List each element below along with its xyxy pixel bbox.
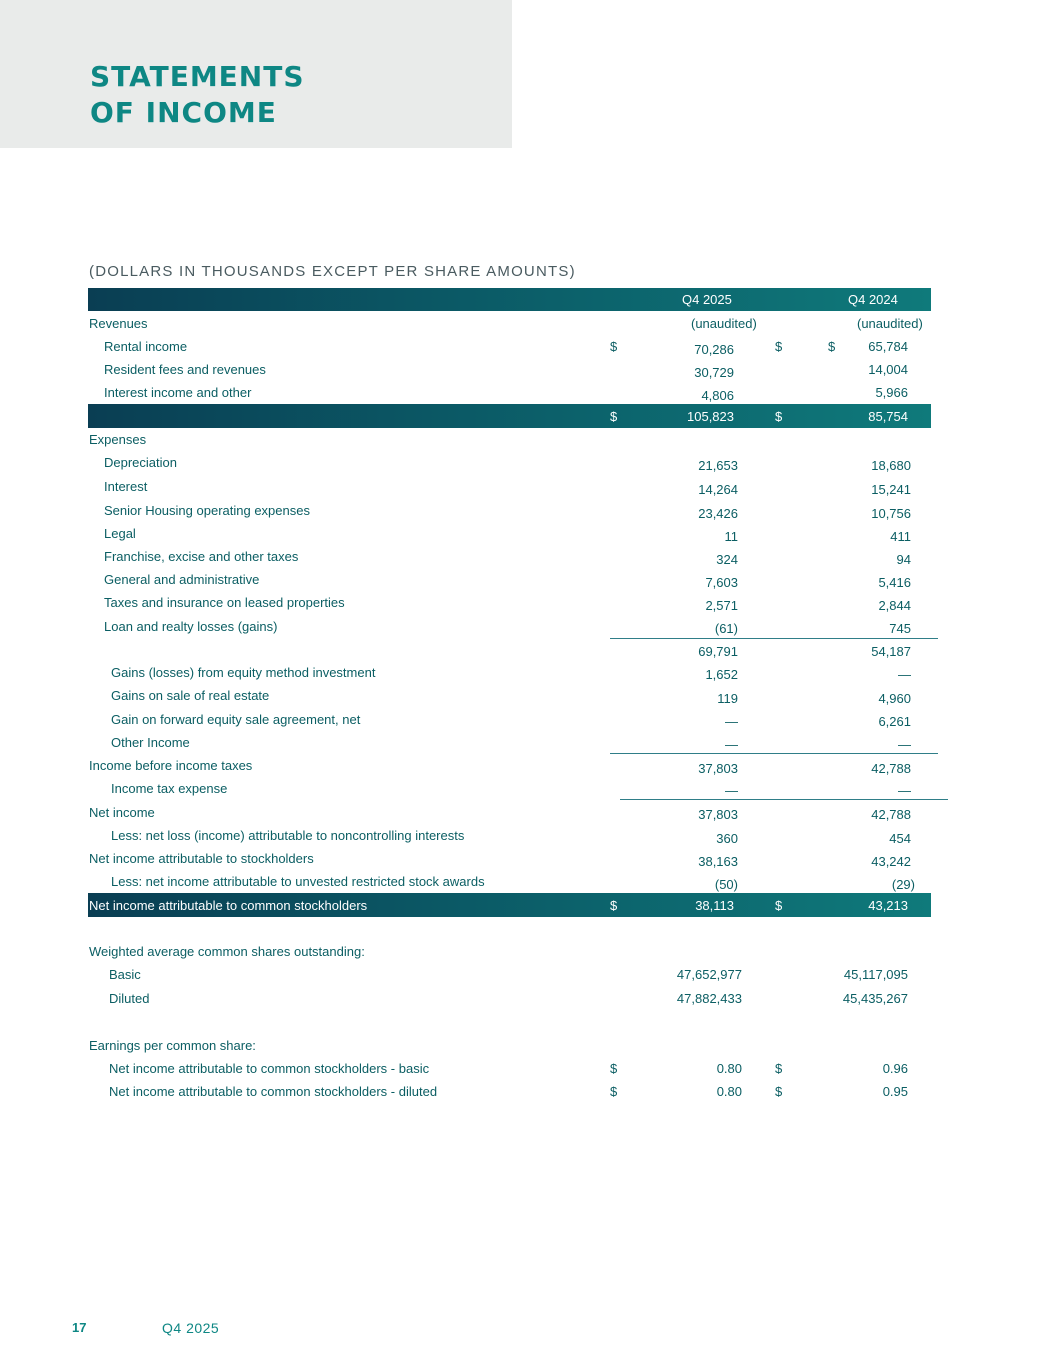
value-q4-2025: 7,603 (705, 575, 738, 590)
value-q4-2025: (50) (714, 877, 738, 892)
unaudited-note: (unaudited) (857, 316, 923, 331)
value-q4-2025: 324 (716, 552, 738, 567)
value-q4-2024: (29) (891, 877, 915, 892)
divider-line (610, 753, 938, 754)
value-q4-2024: 45,117,095 (843, 967, 908, 982)
row-label: Depreciation (104, 455, 177, 470)
value-q4-2025: 2,571 (705, 598, 738, 613)
value-q4-2024: 4,960 (878, 691, 911, 706)
value-q4-2025: 37,803 (698, 761, 738, 776)
value-q4-2024: 42,788 (871, 807, 911, 822)
value-q4-2025: — (725, 783, 738, 798)
row-label: Resident fees and revenues (104, 362, 266, 377)
row-label: Gain on forward equity sale agreement, net (111, 712, 361, 727)
value-q4-2024: 43,242 (871, 854, 911, 869)
value-q4-2024: 18,680 (871, 458, 911, 473)
value-q4-2024: 5,416 (878, 575, 911, 590)
expenses-total-q4-2024: 54,187 (871, 644, 911, 659)
value-q4-2025: 47,652,977 (676, 967, 742, 982)
row-label: Other Income (111, 735, 190, 750)
row-label: Income before income taxes (89, 758, 253, 773)
revenues-total-q4-2024: 85,754 (868, 409, 908, 424)
row-label: Taxes and insurance on leased properties (104, 595, 345, 610)
row-label: General and administrative (104, 572, 260, 587)
row-label: Basic (109, 967, 141, 982)
row-label: Net income attributable to common stockholders (89, 898, 368, 913)
value-q4-2025: (61) (714, 621, 738, 636)
row-label: Interest (104, 479, 148, 494)
value-q4-2025: 1,652 (705, 667, 738, 682)
dollar-sign: $ (610, 898, 618, 913)
footer-period: Q4 2025 (162, 1320, 220, 1336)
value-q4-2024: 0.95 (882, 1084, 908, 1099)
row-label: Diluted (109, 991, 150, 1006)
revenues-total-q4-2025: 105,823 (687, 409, 734, 424)
value-q4-2025: 360 (716, 831, 738, 846)
row-label: Net income (89, 805, 155, 820)
value-q4-2024: — (898, 783, 911, 798)
dollar-sign: $ (775, 1061, 783, 1076)
value-q4-2024: 6,261 (878, 714, 911, 729)
value-q4-2024: 65,784 (868, 339, 908, 354)
row-label: Gains on sale of real estate (111, 688, 270, 703)
value-q4-2024: 10,756 (871, 506, 911, 521)
unaudited-note: (unaudited) (691, 316, 757, 331)
dollar-sign: $ (775, 339, 783, 354)
row-label: Interest income and other (104, 385, 252, 400)
section-label-shares: Weighted average common shares outstanding: (89, 944, 365, 959)
value-q4-2025: 4,806 (701, 388, 734, 403)
value-q4-2024: 14,004 (868, 362, 908, 377)
divider-line (620, 799, 948, 800)
dollar-sign: $ (775, 1084, 783, 1099)
value-q4-2025: 38,163 (698, 854, 738, 869)
row-label: Loan and realty losses (gains) (104, 619, 278, 634)
value-q4-2025: 14,264 (698, 482, 738, 497)
value-q4-2025: 23,426 (698, 506, 738, 521)
value-q4-2025: 70,286 (694, 342, 734, 357)
table-header-band (88, 288, 931, 311)
page-title-line-1: STATEMENTS (90, 60, 305, 93)
row-label: Net income attributable to common stockholders - diluted (109, 1084, 438, 1099)
column-header-q4-2025: Q4 2025 (682, 292, 732, 307)
value-q4-2025: 47,882,433 (676, 991, 742, 1006)
value-q4-2024: — (898, 737, 911, 752)
value-q4-2025: — (725, 737, 738, 752)
value-q4-2025: 11 (724, 529, 738, 544)
value-q4-2024: 45,435,267 (842, 991, 908, 1006)
dollar-sign: $ (775, 409, 783, 424)
value-q4-2025: — (725, 714, 738, 729)
row-label: Less: net income attributable to unvested restricted stock awards (111, 874, 485, 889)
value-q4-2024: 0.96 (882, 1061, 908, 1076)
dollar-sign: $ (610, 1084, 618, 1099)
value-q4-2024: 94 (896, 552, 911, 567)
value-q4-2024: 42,788 (871, 761, 911, 776)
value-q4-2024: — (898, 667, 911, 682)
row-label: Gains (losses) from equity method investment (111, 665, 376, 680)
row-label: Income tax expense (111, 781, 228, 796)
page-number: 17 (72, 1320, 87, 1335)
value-q4-2024: 745 (889, 621, 911, 636)
row-label: Net income attributable to common stockholders - basic (109, 1061, 430, 1076)
row-label: Legal (104, 526, 136, 541)
expenses-total-q4-2025: 69,791 (698, 644, 738, 659)
value-q4-2024: 454 (889, 831, 911, 846)
section-label-eps: Earnings per common share: (89, 1038, 256, 1053)
dollar-sign: $ (828, 339, 836, 354)
column-header-q4-2024: Q4 2024 (848, 292, 898, 307)
row-label: Rental income (104, 339, 188, 354)
value-q4-2024: 411 (890, 529, 911, 544)
table-subtitle: (DOLLARS IN THOUSANDS EXCEPT PER SHARE AMOUNTS) (89, 263, 576, 280)
section-label-revenues: Revenues (89, 316, 148, 331)
row-label: Less: net loss (income) attributable to noncontrolling interests (111, 828, 465, 843)
row-label: Net income attributable to stockholders (89, 851, 314, 866)
value-q4-2025: 30,729 (694, 365, 734, 380)
section-label-expenses: Expenses (89, 432, 147, 447)
value-q4-2025: 0.80 (716, 1084, 742, 1099)
value-q4-2025: 38,113 (695, 898, 734, 913)
value-q4-2024: 5,966 (875, 385, 908, 400)
dollar-sign: $ (610, 1061, 618, 1076)
value-q4-2025: 37,803 (698, 807, 738, 822)
dollar-sign: $ (775, 898, 783, 913)
page-title-line-2: OF INCOME (90, 96, 277, 129)
value-q4-2024: 2,844 (878, 598, 911, 613)
value-q4-2025: 0.80 (716, 1061, 742, 1076)
value-q4-2025: 119 (717, 691, 738, 706)
dollar-sign: $ (610, 339, 618, 354)
dollar-sign: $ (610, 409, 618, 424)
value-q4-2025: 21,653 (698, 458, 738, 473)
divider-line (610, 638, 938, 639)
value-q4-2024: 15,241 (871, 482, 911, 497)
value-q4-2024: 43,213 (868, 898, 908, 913)
row-label: Franchise, excise and other taxes (104, 549, 299, 564)
row-label: Senior Housing operating expenses (104, 503, 310, 518)
